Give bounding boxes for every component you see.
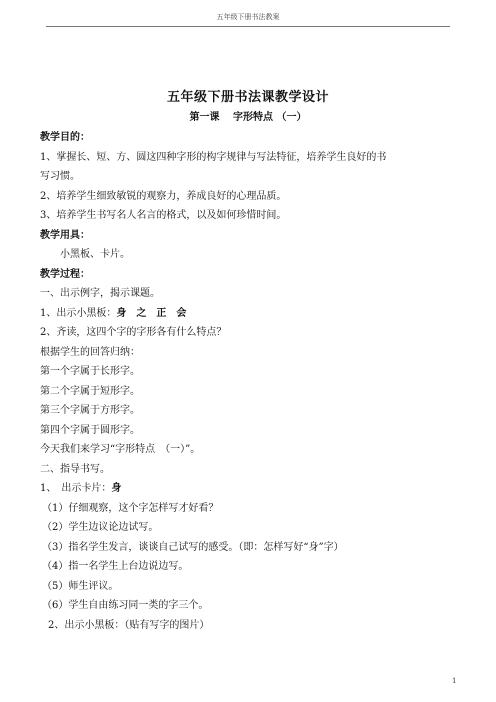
summary-item-3: 第三个字属于方形字。 — [40, 405, 140, 416]
step-1-prefix: 1、出示小黑板： — [40, 307, 117, 319]
document-title: 五年级下册书法课教学设计 — [166, 90, 329, 105]
lesson-intro: 今天我们来学习“字形特点 （一）”。 — [40, 444, 201, 455]
process-step-1 — [40, 304, 460, 324]
card-step-prefix: 1、 出示卡片： — [40, 483, 112, 494]
process-step-2: 2、齐读，这四个字的字形各有什么特点？ — [40, 327, 227, 338]
sub-step-6: （6）学生自由练习同一类的字三个。 — [42, 600, 209, 611]
example-characters: 身 之 正 会 — [116, 307, 187, 319]
process-part-1: 一、出示例字，揭示课题。 — [40, 288, 160, 299]
objective-item-3: 3、培养学生书写名人名言的格式，以及如何珍惜时间。 — [40, 210, 287, 221]
final-step: 2、出示小黑板：（贴有写字的图片） — [48, 619, 210, 631]
page-number: 1 — [452, 677, 457, 685]
lesson-subtitle: 第一课 字形特点 （一） — [189, 112, 307, 123]
header-divider — [46, 26, 450, 27]
card-step — [40, 479, 460, 499]
objective-item-1-line-1: 1、掌握长、短、方、圆这四种字形的构字规律与写法特征，培养学生良好的书 — [40, 151, 387, 163]
objective-item-2: 2、培养学生细致敏锐的观察力，养成良好的心理品质。 — [40, 190, 287, 202]
tools-text: 小黑板、卡片。 — [60, 249, 130, 260]
sub-step-5: （5）师生评议。 — [42, 580, 119, 592]
objective-item-1-line-2: 写习惯。 — [40, 171, 80, 182]
sub-step-1: （1）仔细观察，这个字怎样写才好看？ — [42, 502, 219, 514]
sub-step-2: （2）学生边议论边试写。 — [42, 522, 159, 533]
process-heading: 教学过程： — [40, 268, 90, 280]
tools-heading: 教学用具： — [40, 229, 90, 241]
objectives-heading: 教学目的： — [40, 132, 90, 143]
sub-step-3: （3）指名学生发言，谈谈自己试写的感受。（即：怎样写好“身”字） — [42, 541, 344, 553]
process-part-2: 二、指导书写。 — [40, 463, 110, 475]
summary-item-2: 第二个字属于短形字。 — [40, 385, 140, 397]
summary-item-4: 第四个字属于圆形字。 — [40, 424, 140, 436]
summary-item-1: 第一个字属于长形字。 — [40, 366, 140, 377]
card-character: 身 — [111, 483, 122, 494]
summary-intro: 根据学生的回答归纳： — [40, 346, 140, 358]
sub-step-4: （4）指一名学生上台边说边写。 — [42, 561, 189, 572]
running-header: 五年级下册书法教案 — [216, 13, 280, 21]
document-body — [40, 128, 460, 635]
